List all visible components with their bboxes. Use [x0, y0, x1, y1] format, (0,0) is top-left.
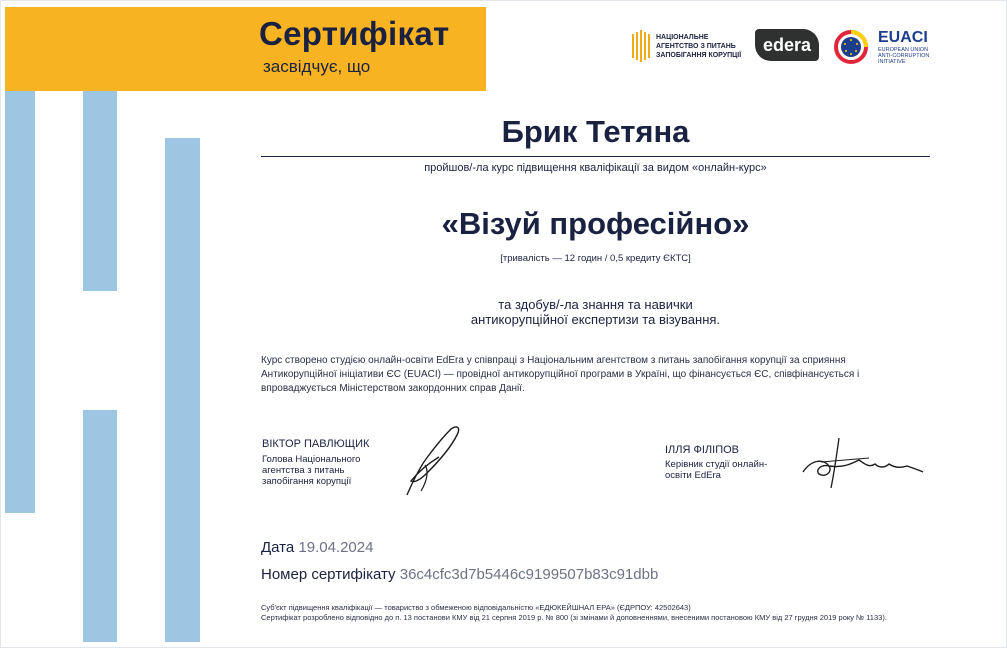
decor-stripe-3	[83, 410, 117, 642]
issue-date	[261, 539, 373, 556]
certificate-title: Сертифікат	[259, 15, 450, 52]
edera-logo: edera	[755, 29, 819, 61]
decor-stripe-1	[5, 91, 35, 513]
euaci-logo	[832, 29, 932, 65]
footer-line-1: Суб'єкт підвищення кваліфікації — товариство з обмеженою відповідальністю «ЕДЮКЕЙШНАЛ ЕРА» (ЄДРПОУ: 42502643)	[261, 603, 691, 612]
euaci-emblem-icon	[832, 29, 870, 65]
certificate-number-value: 36c4cfc3d7b5446c9199507b83c91dbb	[399, 566, 659, 583]
euaci-logo-title: EUACI	[878, 29, 928, 46]
decor-stripe-4	[165, 138, 200, 642]
nazk-logo-text: НАЦІОНАЛЬНЕ АГЕНТСТВО З ПИТАНЬ ЗАПОБІГАННЯ КОРУПЦІЇ	[656, 34, 742, 59]
course-duration: [тривалість — 12 годин / 0,5 кредиту ЄКТС]	[500, 253, 691, 264]
certificate-number-label: Номер сертифікату	[261, 566, 396, 583]
signatory-2-name: ІЛЛЯ ФІЛІПОВ	[665, 444, 739, 456]
decor-stripe-2	[83, 91, 117, 291]
signature-2	[799, 434, 925, 492]
nazk-emblem-icon	[630, 30, 650, 62]
completion-text: пройшов/-ла курс підвищення кваліфікації за видом «онлайн-курс»	[424, 162, 767, 174]
euaci-logo-subtitle: EUROPEAN UNION ANTI-CORRUPTION INITIATIVE	[878, 47, 930, 65]
skills-gained	[261, 297, 930, 327]
legal-footer	[261, 603, 921, 622]
course-description: Курс створено студією онлайн-освіти EdEra у співпраці з Національним агентством з питань запобігання корупції за сприяння Антикорупційної ініціативи ЄС (EUACI) — провідної антикорупційної програми в Україні, що фінансується ЄС, співфінансується і впроваджується Міністерством закордонних справ Данії.	[261, 355, 860, 394]
signatory-2-role: Керівник студії онлайн-освіти EdEra	[665, 459, 768, 481]
certificate-number	[261, 566, 658, 583]
name-divider	[261, 156, 930, 157]
signatory-1-role: Голова Національного агентства з питань запобігання корупції	[262, 454, 361, 487]
skills-gained-line-1: та здобув/-ла знання та навички	[498, 297, 693, 312]
signature-1	[399, 421, 467, 499]
nazk-logo	[630, 30, 750, 64]
recipient-name: Брик Тетяна	[501, 114, 690, 149]
footer-line-2: Сертифікат розроблено відповідно до п. 13 постанови КМУ від 21 серпня 2019 р. № 800 (зі змінами й доповненнями, внесеними постановою КМУ від 27 грудня 2019 року № 1133).	[261, 612, 887, 622]
course-title: «Візуй професійно»	[441, 206, 750, 241]
issue-date-label: Дата	[261, 539, 295, 556]
issue-date-value: 19.04.2024	[298, 539, 374, 556]
skills-gained-line-2: антикорупційної експертизи та візування.	[470, 312, 721, 327]
signatory-1-name: ВІКТОР ПАВЛЮЩИК	[262, 438, 370, 450]
certificate-subtitle: засвідчує, що	[263, 57, 371, 76]
